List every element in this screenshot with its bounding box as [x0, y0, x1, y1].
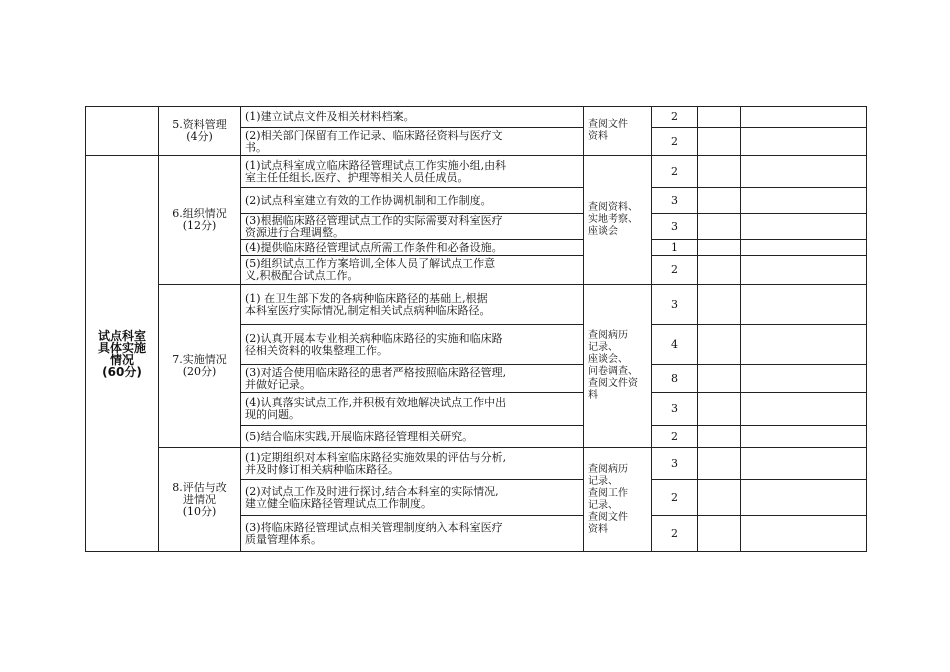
score-8-2: 2 [652, 480, 698, 516]
criterion-5-1: (1)建立试点文件及相关材料档案。 [241, 107, 584, 128]
blank-cell [698, 240, 741, 256]
blank-cell [698, 480, 741, 516]
method-8: 查阅病历 记录、 查阅工作 记录、 查阅文件 资料 [584, 448, 652, 552]
method-5: 查阅文件 资料 [584, 107, 652, 156]
blank-cell [741, 156, 867, 188]
blank-cell [698, 393, 741, 426]
blank-cell [741, 393, 867, 426]
score-6-5: 2 [652, 256, 698, 285]
blank-cell [698, 325, 741, 365]
blank-cell [698, 365, 741, 393]
blank-cell [741, 426, 867, 448]
blank-cell [741, 325, 867, 365]
item-5-cell: 5.资料管理 (4分) [159, 107, 241, 156]
criterion-7-4: (4)认真落实试点工作,并积极有效地解决试点工作中出 现的问题。 [241, 393, 584, 426]
blank-cell [698, 107, 741, 128]
item-7-cell: 7.实施情况 (20分) [159, 285, 241, 448]
score-6-2: 3 [652, 188, 698, 214]
criterion-8-2: (2)对试点工作及时进行探讨,结合本科室的实际情况, 建立健全临床路径管理试点工作制度。 [241, 480, 584, 516]
blank-cell [741, 516, 867, 552]
blank-cell [698, 448, 741, 480]
score-6-3: 3 [652, 214, 698, 240]
blank-cell [698, 188, 741, 214]
criterion-6-2: (2)试点科室建立有效的工作协调机制和工作制度。 [241, 188, 584, 214]
blank-cell [698, 156, 741, 188]
criterion-5-2: (2)相关部门保留有工作记录、临床路径资料与医疗文 书。 [241, 128, 584, 156]
criterion-7-5: (5)结合临床实践,开展临床路径管理相关研究。 [241, 426, 584, 448]
score-7-5: 2 [652, 426, 698, 448]
score-8-1: 3 [652, 448, 698, 480]
blank-cell [741, 214, 867, 240]
blank-cell [741, 256, 867, 285]
score-8-3: 2 [652, 516, 698, 552]
blank-cell [698, 256, 741, 285]
category-cell: 试点科室 具体实施 情况 (60分) [86, 156, 159, 552]
score-5-1: 2 [652, 107, 698, 128]
criterion-8-3: (3)将临床路径管理试点相关管理制度纳入本科室医疗 质量管理体系。 [241, 516, 584, 552]
score-6-1: 2 [652, 156, 698, 188]
criterion-8-1: (1)定期组织对本科室临床路径实施效果的评估与分析, 并及时修订相关病种临床路径。 [241, 448, 584, 480]
item-8-cell: 8.评估与改 进情况 (10分) [159, 448, 241, 552]
method-7: 查阅病历 记录、 座谈会、 问卷调查、 查阅文件资 料 [584, 285, 652, 448]
score-5-2: 2 [652, 128, 698, 156]
method-6: 查阅资料、 实地考察、 座谈会 [584, 156, 652, 285]
item-6-cell: 6.组织情况 (12分) [159, 156, 241, 285]
blank-cell [741, 107, 867, 128]
criterion-7-3: (3)对适合使用临床路径的患者严格按照临床路径管理, 并做好记录。 [241, 365, 584, 393]
blank-cell [741, 448, 867, 480]
assessment-table [85, 106, 867, 552]
blank-cell [698, 128, 741, 156]
table-row [86, 448, 867, 480]
score-7-2: 4 [652, 325, 698, 365]
category-cell-prev [86, 107, 159, 156]
score-6-4: 1 [652, 240, 698, 256]
blank-cell [698, 285, 741, 325]
blank-cell [698, 516, 741, 552]
criterion-7-2: (2)认真开展本专业相关病种临床路径的实施和临床路 径相关资料的收集整理工作。 [241, 325, 584, 365]
score-7-3: 8 [652, 365, 698, 393]
criterion-6-3: (3)根据临床路径管理试点工作的实际需要对科室医疗 资源进行合理调整。 [241, 214, 584, 240]
criterion-7-1: (1) 在卫生部下发的各病种临床路径的基础上,根据 本科室医疗实际情况,制定相关试点病种临床路径。 [241, 285, 584, 325]
blank-cell [741, 188, 867, 214]
table-row [86, 156, 867, 188]
blank-cell [741, 365, 867, 393]
blank-cell [741, 480, 867, 516]
criterion-6-5: (5)组织试点工作方案培训,全体人员了解试点工作意 义,积极配合试点工作。 [241, 256, 584, 285]
blank-cell [741, 240, 867, 256]
blank-cell [698, 426, 741, 448]
criterion-6-1: (1)试点科室成立临床路径管理试点工作实施小组,由科 室主任任组长,医疗、护理等相关人员任成员。 [241, 156, 584, 188]
score-7-1: 3 [652, 285, 698, 325]
table-row [86, 107, 867, 128]
blank-cell [698, 214, 741, 240]
blank-cell [741, 285, 867, 325]
blank-cell [741, 128, 867, 156]
table-row [86, 285, 867, 325]
score-7-4: 3 [652, 393, 698, 426]
criterion-6-4: (4)提供临床路径管理试点所需工作条件和必备设施。 [241, 240, 584, 256]
